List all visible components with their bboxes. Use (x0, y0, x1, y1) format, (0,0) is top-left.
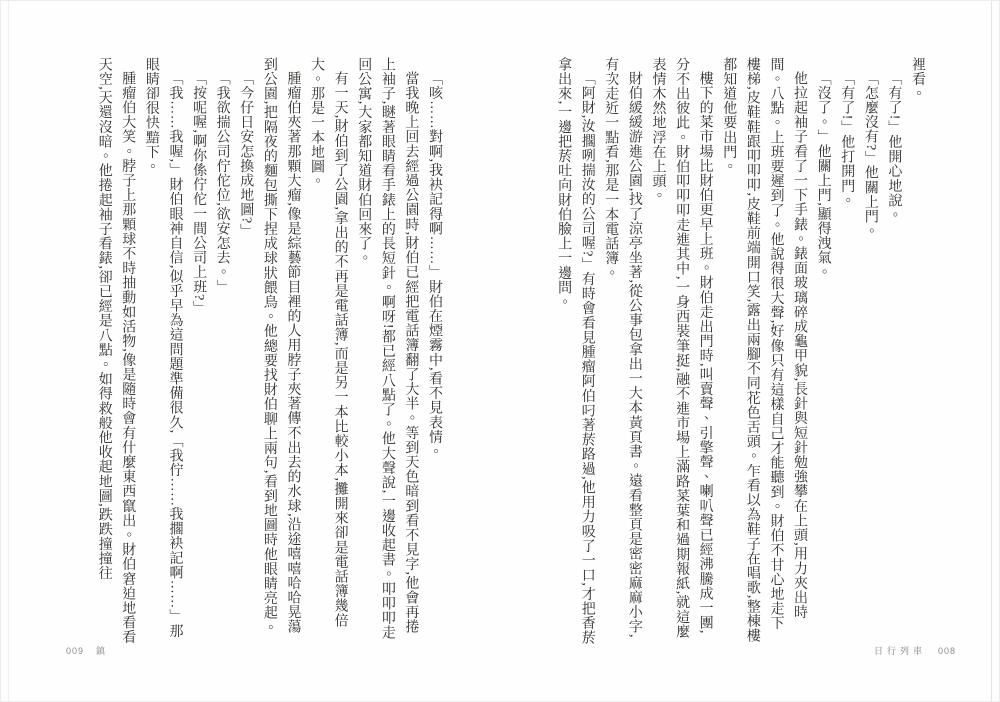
page-number: 009 (66, 646, 85, 656)
paragraph: 當我晚上回去經過公園時,財伯已經把電話簿翻了大半。等到天色暗到看不見字,他會再捲上袖子,瞇著眼睛看手錶上的長短針。啊呀!都已經八點了。他大聲說,一邊收起書。叩叩叩走回公寓,大家都知道財伯回來了。 (356, 57, 419, 640)
paragraph: 「咳……對啊,我袂記得啊……」財伯在煙霧中,看不見表情。 (427, 71, 442, 459)
paragraph: 有一天,財伯到了公園,拿出的不再是電話簿,而是另一本比較小本,攤開來卻是電話簿幾倍大。那是一本地圖。 (309, 57, 348, 628)
book-title: 日行列車 (873, 646, 926, 656)
page-left-text-block (92, 57, 446, 645)
paragraph: 樓下的菜市場比財伯更早上班。財伯走出門時,叫賣聲、引擎聲、喇叭聲已經沸騰成一團,分不出彼此。財伯叩叩叩走進其中,一身西裝筆挺,融不進市場上滿路菜葉和過期報紙,就這麼表情木然地浮在上頭。 (650, 57, 713, 639)
paragraph: 「沒了。」他關上門,顯得洩氣。 (815, 71, 831, 280)
paragraph: 裡看。 (910, 57, 925, 101)
page-right-text-block (552, 57, 930, 645)
page-number: 008 (937, 646, 956, 656)
chapter-title: 鎮 (96, 646, 110, 656)
page-left (1, 1, 501, 702)
paragraph: 「有了!」他開心地說。 (886, 71, 902, 223)
paragraph: 「怎麼沒有?」他關上門。 (862, 71, 878, 239)
page-right (501, 1, 1000, 702)
page-left-footer (66, 644, 109, 657)
paragraph: 腫瘤伯夾著那顆大瘤,像是綜藝節目裡的人用脖子夾著傳不出去的水球,沿途嘻嘻哈哈晃蕩到公園,把隔夜的麵包撕下捏成球狀餵鳥。他總要找財伯聊上兩句,看到地圖時他眼睛亮起。 (261, 57, 301, 635)
paragraph: 「有了!」他打開門。 (839, 71, 855, 208)
paragraph: 財伯緩緩游進公園,找了涼亭坐著,從公事包拿出一大本黃頁書。遠看整頁是密密麻麻小字,有次走近一點看,那是一本電話簿。 (603, 57, 642, 639)
paragraph: 腫瘤伯大笑。脖子上那顆球不時抽動如活物,像是隨時會有什麼東西竄出。財伯窘迫地看看天空,天還沒暗。他捲起袖子看錶,卻已經是八點。如得救般他收起地圖,跌跌撞撞往 (96, 57, 136, 645)
paragraph: 「阿財,汝擱咧揣汝的公司喔?」有時會看見腫瘤阿伯叼著菸路過,他用力吸了一口,才把香菸拿出來,一邊把菸吐向財伯臉上一邊問。 (556, 57, 595, 645)
paragraph: 「按呢喔,啊你係佇佗一間公司上班?」 (191, 71, 207, 316)
paragraph: 「今仔日安怎換成地圖?」 (238, 71, 254, 239)
paragraph: 他拉起袖子看了一下手錶。錶面玻璃碎成龜甲貌,長針與短針勉強攀在上頭,用力夾出時間。八點。上班要遲到了。他說得很大聲,好像只有這樣自己才能聽到。財伯不甘心地走下樓梯,皮鞋鞋跟叩叩叩,皮鞋前端開口笑,露出兩腳不同花色舌頭。乍看以為鞋子在唱歌,整棟樓都知道他要出門。 (721, 57, 808, 643)
page-right-footer (874, 644, 956, 657)
paragraph: 「我欲揣公司佇佗位,欲安怎去。」 (214, 71, 230, 295)
paragraph: 「我……我喔,」財伯眼神自信,似乎早為這問題準備很久,「我佇……我擱袂記啊……」那眼睛卻很快黯下。 (143, 57, 183, 639)
